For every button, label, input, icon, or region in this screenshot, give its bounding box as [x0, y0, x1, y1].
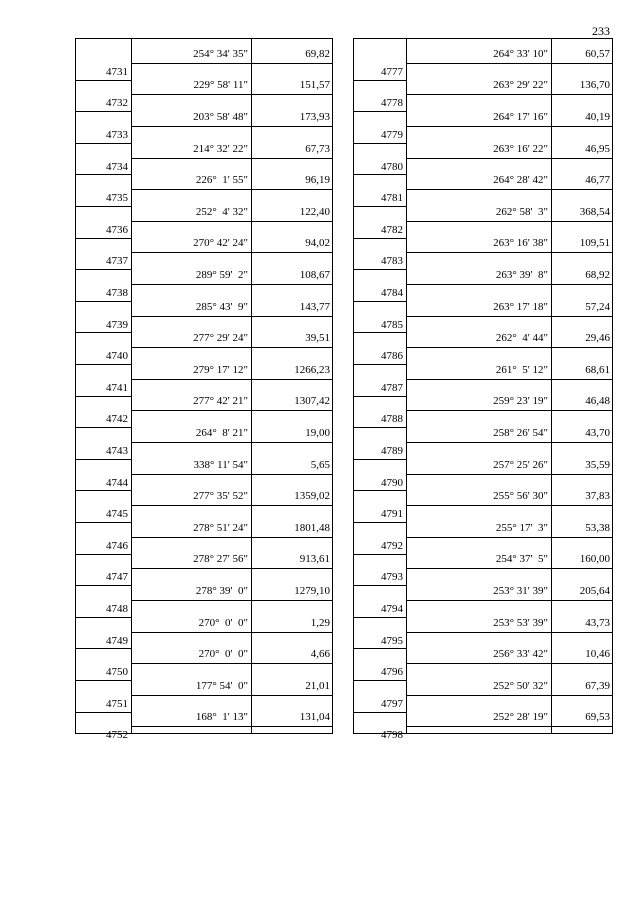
distance-cell: 109,51 [579, 237, 610, 250]
row-divider [131, 505, 332, 506]
point-id-cell: 4740 [106, 350, 128, 363]
angle-cell: 263° 16' 38" [493, 237, 548, 250]
point-divider [76, 364, 131, 365]
point-id-cell: 4777 [381, 65, 403, 78]
point-id-cell: 4795 [381, 634, 403, 647]
point-divider [76, 427, 131, 428]
row-divider [131, 568, 332, 569]
survey-table-left [75, 38, 333, 742]
point-id-cell: 4738 [106, 287, 128, 299]
point-id-cell: 4779 [381, 129, 403, 141]
angle-cell: 277° 29' 24" [193, 332, 248, 345]
point-divider [354, 680, 406, 681]
angle-cell: 252° 28' 19" [493, 711, 548, 724]
distance-cell: 1279,10 [294, 585, 330, 597]
angle-cell: 338° 11' 54" [193, 458, 248, 471]
distance-cell: 1,29 [310, 616, 330, 629]
distance-cell: 35,59 [585, 458, 610, 471]
distance-cell: 46,48 [585, 395, 610, 408]
row-divider [406, 126, 612, 127]
row-divider [131, 347, 332, 348]
point-id-cell: 4791 [381, 508, 403, 521]
point-divider [354, 396, 406, 397]
point-id-cell: 4786 [381, 350, 403, 363]
point-divider [354, 617, 406, 618]
row-divider [131, 632, 332, 633]
point-divider [76, 712, 131, 713]
distance-cell: 67,39 [585, 679, 610, 692]
distance-cell: 10,46 [585, 648, 610, 661]
row-divider [406, 600, 612, 601]
row-divider [406, 158, 612, 159]
distance-cell: 96,19 [305, 174, 330, 187]
angle-cell: 270° 42' 24" [193, 237, 248, 250]
point-divider [76, 238, 131, 239]
angle-cell: 264° 28' 42" [493, 174, 548, 187]
point-id-cell: 4783 [381, 255, 403, 268]
row-divider [131, 600, 332, 601]
point-divider [354, 269, 406, 270]
distance-cell: 1359,02 [294, 490, 330, 503]
row-divider [131, 410, 332, 411]
point-divider [76, 332, 131, 333]
distance-cell: 5,65 [310, 458, 330, 471]
point-id-cell: 4788 [381, 413, 403, 426]
row-divider [131, 189, 332, 190]
distance-cell: 108,67 [299, 269, 330, 281]
row-divider [131, 695, 332, 696]
distance-cell: 21,01 [305, 679, 330, 692]
row-divider [131, 474, 332, 475]
point-id-cell: 4780 [381, 160, 403, 173]
row-divider [406, 221, 612, 222]
point-id-cell: 4782 [381, 223, 403, 236]
point-divider [354, 206, 406, 207]
distance-cell: 39,51 [305, 332, 330, 345]
distance-cell: 57,24 [585, 300, 610, 313]
row-divider [406, 442, 612, 443]
distance-cell: 4,66 [310, 648, 330, 661]
angle-cell: 278° 51' 24" [193, 521, 248, 534]
row-divider [131, 537, 332, 538]
point-id-cell: 4748 [106, 603, 128, 615]
row-divider [406, 379, 612, 380]
angle-cell: 177° 54' 0" [195, 679, 248, 692]
angle-cell: 255° 56' 30" [493, 490, 548, 503]
point-divider [354, 585, 406, 586]
row-divider [406, 474, 612, 475]
row-divider [406, 347, 612, 348]
point-divider [76, 585, 131, 586]
point-id-cell: 4797 [381, 697, 403, 710]
row-divider [131, 221, 332, 222]
point-divider [354, 111, 406, 112]
angle-cell: 263° 16' 22" [493, 142, 548, 155]
point-id-cell: 4746 [106, 539, 128, 552]
angle-cell: 226° 1' 55" [195, 174, 248, 187]
point-divider [354, 238, 406, 239]
distance-cell: 19,00 [305, 427, 330, 439]
row-divider [406, 632, 612, 633]
row-divider [406, 663, 612, 664]
point-id-cell: 4784 [381, 287, 403, 299]
point-id-cell: 4743 [106, 445, 128, 457]
distance-cell: 60,57 [585, 47, 610, 60]
point-divider [76, 522, 131, 523]
point-divider [76, 143, 131, 144]
angle-cell: 262° 58' 3" [495, 205, 548, 218]
point-divider [76, 490, 131, 491]
point-id-cell: 4781 [381, 192, 403, 205]
angle-cell: 270° 0' 0" [198, 616, 248, 629]
angle-cell: 255° 17' 3" [495, 521, 548, 534]
point-id-cell: 4796 [381, 666, 403, 679]
angle-cell: 278° 39' 0" [195, 585, 248, 597]
page-number: 233 [592, 24, 610, 38]
point-divider [354, 427, 406, 428]
angle-cell: 277° 42' 21" [193, 395, 248, 408]
distance-cell: 53,38 [585, 521, 610, 534]
angle-cell: 259° 23' 19" [493, 395, 548, 408]
point-id-cell: 4739 [106, 318, 128, 331]
point-divider [76, 80, 131, 81]
point-divider [76, 554, 131, 555]
point-divider [76, 301, 131, 302]
row-divider [131, 94, 332, 95]
distance-cell: 67,73 [305, 142, 330, 155]
point-id-cell: 4778 [381, 97, 403, 110]
point-id-cell: 4741 [106, 381, 128, 394]
point-divider [354, 301, 406, 302]
distance-cell: 143,77 [299, 300, 330, 313]
row-divider [131, 126, 332, 127]
distance-cell: 37,83 [585, 490, 610, 503]
survey-table-right [353, 38, 613, 742]
distance-cell: 43,70 [585, 427, 610, 439]
angle-cell: 277° 35' 52" [193, 490, 248, 503]
distance-cell: 68,61 [585, 363, 610, 376]
row-divider [131, 284, 332, 285]
point-divider [354, 143, 406, 144]
point-id-cell: 4747 [106, 571, 128, 584]
point-id-cell: 4798 [381, 729, 403, 742]
angle-cell: 278° 27' 56" [193, 553, 248, 566]
point-id-cell: 4737 [106, 255, 128, 268]
point-id-cell: 4751 [106, 697, 128, 710]
angle-cell: 254° 37' 5" [495, 553, 548, 566]
point-id-cell: 4731 [106, 65, 128, 78]
point-divider [76, 396, 131, 397]
row-divider [131, 379, 332, 380]
point-divider [354, 459, 406, 460]
distance-cell: 131,04 [299, 711, 330, 724]
distance-cell: 46,95 [585, 142, 610, 155]
point-id-cell: 4734 [106, 160, 128, 173]
angle-cell: 264° 8' 21" [195, 427, 248, 439]
row-divider [406, 726, 612, 727]
angle-cell: 253° 53' 39" [493, 616, 548, 629]
row-divider [406, 252, 612, 253]
point-id-cell: 4742 [106, 413, 128, 426]
point-divider [354, 648, 406, 649]
point-divider [354, 80, 406, 81]
point-divider [76, 206, 131, 207]
point-divider [76, 680, 131, 681]
angle-cell: 252° 50' 32" [493, 679, 548, 692]
angle-cell: 285° 43' 9" [195, 300, 248, 313]
row-divider [131, 158, 332, 159]
point-divider [76, 174, 131, 175]
row-divider [406, 537, 612, 538]
point-id-cell: 4745 [106, 508, 128, 521]
angle-cell: 263° 17' 18" [493, 300, 548, 313]
distance-cell: 368,54 [579, 205, 610, 218]
point-id-cell: 4750 [106, 666, 128, 679]
angle-cell: 253° 31' 39" [493, 585, 548, 597]
row-divider [406, 316, 612, 317]
angle-cell: 279° 17' 12" [193, 363, 248, 376]
row-divider [131, 663, 332, 664]
row-divider [406, 568, 612, 569]
row-divider [406, 410, 612, 411]
angle-cell: 168° 1' 13" [195, 711, 248, 724]
angle-cell: 263° 39' 8" [495, 269, 548, 281]
distance-cell: 29,46 [585, 332, 610, 345]
distance-cell: 1307,42 [294, 395, 330, 408]
point-divider [354, 522, 406, 523]
point-id-cell: 4792 [381, 539, 403, 552]
distance-cell: 160,00 [579, 553, 610, 566]
point-id-cell: 4732 [106, 97, 128, 110]
point-id-cell: 4735 [106, 192, 128, 205]
point-id-cell: 4793 [381, 571, 403, 584]
distance-cell: 136,70 [579, 79, 610, 92]
row-divider [131, 252, 332, 253]
point-id-cell: 4789 [381, 445, 403, 457]
angle-cell: 262° 4' 44" [495, 332, 548, 345]
point-id-cell: 4749 [106, 634, 128, 647]
distance-cell: 46,77 [585, 174, 610, 187]
point-divider [354, 712, 406, 713]
point-divider [354, 554, 406, 555]
distance-cell: 43,73 [585, 616, 610, 629]
angle-cell: 256° 33' 42" [493, 648, 548, 661]
row-divider [131, 442, 332, 443]
distance-cell: 40,19 [585, 111, 610, 123]
point-divider [76, 111, 131, 112]
row-divider [131, 63, 332, 64]
distance-cell: 68,92 [585, 269, 610, 281]
point-divider [76, 459, 131, 460]
row-divider [406, 94, 612, 95]
row-divider [131, 726, 332, 727]
point-divider [354, 332, 406, 333]
distance-cell: 1801,48 [294, 521, 330, 534]
point-divider [76, 648, 131, 649]
angle-cell: 264° 33' 10" [493, 47, 548, 60]
angle-cell: 203° 58' 48" [193, 111, 248, 123]
point-id-cell: 4785 [381, 318, 403, 331]
row-divider [131, 316, 332, 317]
point-divider [354, 174, 406, 175]
point-id-cell: 4794 [381, 603, 403, 615]
point-divider [354, 490, 406, 491]
point-divider [76, 617, 131, 618]
distance-cell: 173,93 [299, 111, 330, 123]
angle-cell: 264° 17' 16" [493, 111, 548, 123]
angle-cell: 258° 26' 54" [493, 427, 548, 439]
point-id-cell: 4733 [106, 129, 128, 141]
point-id-cell: 4752 [106, 729, 128, 742]
distance-cell: 205,64 [579, 585, 610, 597]
row-divider [406, 284, 612, 285]
point-divider [76, 269, 131, 270]
angle-cell: 263° 29' 22" [493, 79, 548, 92]
angle-cell: 257° 25' 26" [493, 458, 548, 471]
distance-cell: 1266,23 [294, 363, 330, 376]
distance-cell: 913,61 [299, 553, 330, 566]
angle-cell: 229° 58' 11" [193, 79, 248, 92]
angle-cell: 252° 4' 32" [195, 205, 248, 218]
angle-cell: 254° 34' 35" [193, 47, 248, 60]
distance-cell: 94,02 [305, 237, 330, 250]
point-id-cell: 4736 [106, 223, 128, 236]
angle-cell: 270° 0' 0" [198, 648, 248, 661]
angle-cell: 289° 59' 2" [195, 269, 248, 281]
angle-cell: 214° 32' 22" [193, 142, 248, 155]
row-divider [406, 695, 612, 696]
row-divider [406, 189, 612, 190]
row-divider [406, 63, 612, 64]
distance-cell: 151,57 [299, 79, 330, 92]
row-divider [406, 505, 612, 506]
distance-cell: 122,40 [299, 205, 330, 218]
angle-cell: 261° 5' 12" [495, 363, 548, 376]
point-id-cell: 4744 [106, 476, 128, 489]
distance-cell: 69,53 [585, 711, 610, 724]
point-id-cell: 4790 [381, 476, 403, 489]
point-divider [354, 364, 406, 365]
distance-cell: 69,82 [305, 47, 330, 60]
point-id-cell: 4787 [381, 381, 403, 394]
